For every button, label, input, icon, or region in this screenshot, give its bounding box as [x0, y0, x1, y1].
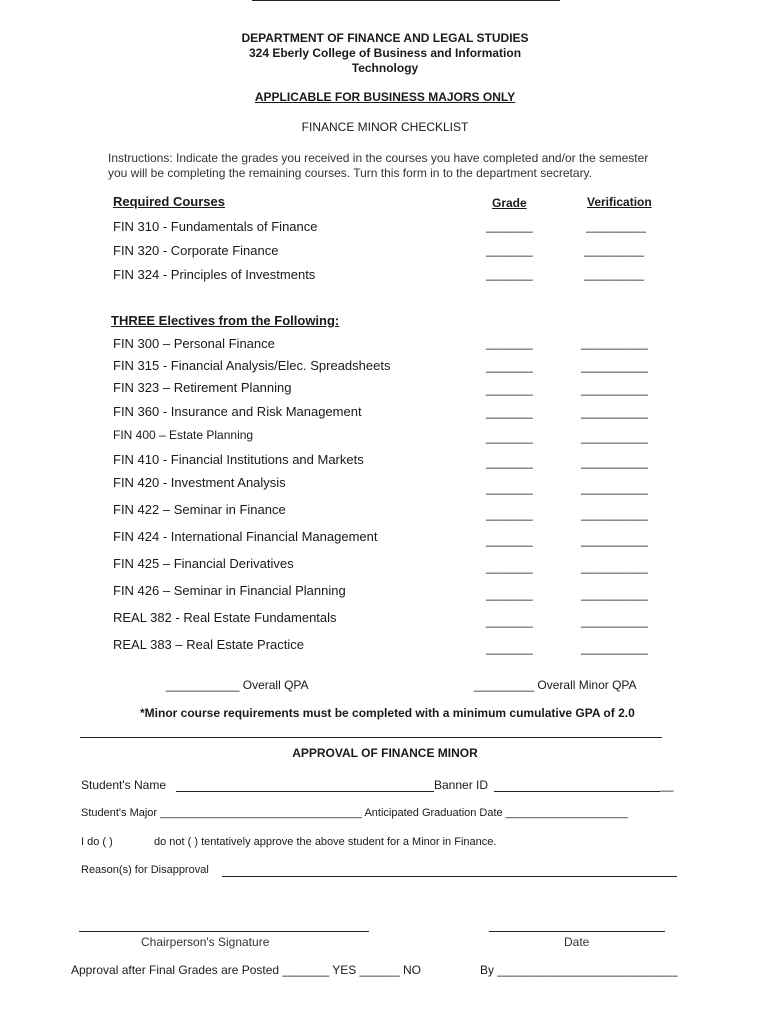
department-name: DEPARTMENT OF FINANCE AND LEGAL STUDIES	[241, 31, 529, 45]
elective-course-name: REAL 382 - Real Estate Fundamentals	[113, 610, 337, 625]
instructions-line-2: you will be completing the remaining courses. Turn this form in to the department secretary.	[108, 166, 593, 180]
grade-blank[interactable]: _______	[486, 614, 533, 628]
approve-checkbox[interactable]: I do ( )	[81, 836, 113, 848]
verification-blank[interactable]: __________	[581, 533, 648, 547]
grade-blank[interactable]: _______	[486, 533, 533, 547]
grade-blank[interactable]: _______	[486, 405, 533, 419]
verification-blank[interactable]: _________	[584, 267, 645, 281]
disapprove-statement[interactable]: do not ( ) tentatively approve the above student for a Minor in Finance.	[154, 836, 497, 848]
overall-minor-qpa-field[interactable]: _________ Overall Minor QPA	[474, 678, 637, 692]
grade-blank[interactable]: _______	[486, 455, 533, 469]
elective-course-name: REAL 383 – Real Estate Practice	[113, 637, 305, 652]
grade-blank[interactable]: _______	[486, 481, 533, 495]
overall-qpa-field[interactable]: ___________ Overall QPA	[166, 678, 309, 692]
verification-blank[interactable]: __________	[581, 641, 648, 655]
elective-course-name: FIN 424 - International Financial Management	[113, 529, 378, 544]
verification-blank[interactable]: _________	[586, 219, 647, 233]
grade-blank[interactable]: _______	[486, 267, 533, 281]
verification-blank[interactable]: __________	[581, 405, 648, 419]
grade-blank[interactable]: _______	[486, 336, 533, 350]
verification-blank[interactable]: __________	[581, 455, 648, 469]
grade-blank[interactable]: _______	[486, 219, 533, 233]
grade-blank[interactable]: _______	[486, 560, 533, 574]
elective-course-name: FIN 360 - Insurance and Risk Management	[113, 404, 362, 419]
approved-by-field[interactable]: By ___________________________	[480, 963, 678, 977]
final-grades-approval[interactable]: Approval after Final Grades are Posted _______ YES ______ NO	[71, 963, 421, 977]
approval-heading: APPROVAL OF FINANCE MINOR	[292, 746, 478, 760]
banner-id-trailing: __	[660, 778, 674, 792]
verification-column-header: Verification	[587, 195, 652, 209]
verification-blank[interactable]: __________	[581, 336, 648, 350]
grade-blank[interactable]: _______	[486, 641, 533, 655]
address-line-2: Technology	[351, 61, 419, 75]
verification-blank[interactable]: __________	[581, 587, 648, 601]
grade-blank[interactable]: _______	[486, 507, 533, 521]
elective-course-name: FIN 420 - Investment Analysis	[113, 475, 286, 490]
top-rule	[252, 0, 560, 1]
banner-id-label: Banner ID	[434, 778, 489, 792]
grade-blank[interactable]: _______	[486, 359, 533, 373]
electives-heading: THREE Electives from the Following:	[111, 313, 340, 328]
address-line-1: 324 Eberly College of Business and Information	[248, 46, 522, 60]
grade-blank[interactable]: _______	[486, 430, 533, 444]
verification-blank[interactable]: __________	[581, 507, 648, 521]
checklist-title: FINANCE MINOR CHECKLIST	[301, 120, 469, 134]
grade-column-header: Grade	[492, 196, 527, 210]
elective-course-name: FIN 300 – Personal Finance	[113, 336, 275, 351]
disapproval-reason-field[interactable]	[222, 876, 677, 877]
grade-blank[interactable]: _______	[486, 587, 533, 601]
date-line[interactable]	[489, 931, 665, 932]
verification-blank[interactable]: __________	[581, 560, 648, 574]
chairperson-signature-label: Chairperson's Signature	[141, 935, 270, 949]
elective-course-name: FIN 425 – Financial Derivatives	[113, 556, 294, 571]
date-label: Date	[564, 935, 590, 949]
grade-blank[interactable]: _______	[486, 382, 533, 396]
section-divider	[80, 737, 662, 738]
applicable-notice: APPLICABLE FOR BUSINESS MAJORS ONLY	[254, 90, 516, 104]
verification-blank[interactable]: __________	[581, 382, 648, 396]
elective-course-name: FIN 323 – Retirement Planning	[113, 380, 292, 395]
student-name-field[interactable]	[176, 791, 434, 792]
required-courses-heading: Required Courses	[113, 194, 225, 209]
disapproval-reason-label: Reason(s) for Disapproval	[81, 864, 209, 876]
grade-blank[interactable]: _______	[486, 243, 533, 257]
verification-blank[interactable]: __________	[581, 614, 648, 628]
verification-blank[interactable]: __________	[581, 359, 648, 373]
instructions-line-1: Instructions: Indicate the grades you received in the courses you have completed and/or the semester	[108, 151, 649, 165]
required-course-name: FIN 310 - Fundamentals of Finance	[113, 219, 318, 234]
elective-course-name: FIN 315 - Financial Analysis/Elec. Spreadsheets	[113, 358, 391, 373]
banner-id-field[interactable]	[494, 791, 660, 792]
student-name-label: Student's Name	[81, 778, 167, 792]
elective-course-name: FIN 410 - Financial Institutions and Markets	[113, 452, 364, 467]
verification-blank[interactable]: _________	[584, 243, 645, 257]
elective-course-name: FIN 422 – Seminar in Finance	[113, 502, 286, 517]
signature-line[interactable]	[79, 931, 369, 932]
required-course-name: FIN 324 - Principles of Investments	[113, 267, 316, 282]
elective-course-name: FIN 426 – Seminar in Financial Planning	[113, 583, 346, 598]
required-course-name: FIN 320 - Corporate Finance	[113, 243, 279, 258]
gpa-requirement-note: *Minor course requirements must be completed with a minimum cumulative GPA of 2.0	[140, 706, 635, 720]
verification-blank[interactable]: __________	[581, 481, 648, 495]
major-graduation-line[interactable]: Student's Major _________________________________ Anticipated Graduation Date ____________________	[81, 807, 629, 819]
verification-blank[interactable]: __________	[581, 430, 648, 444]
elective-course-name: FIN 400 – Estate Planning	[113, 428, 254, 442]
